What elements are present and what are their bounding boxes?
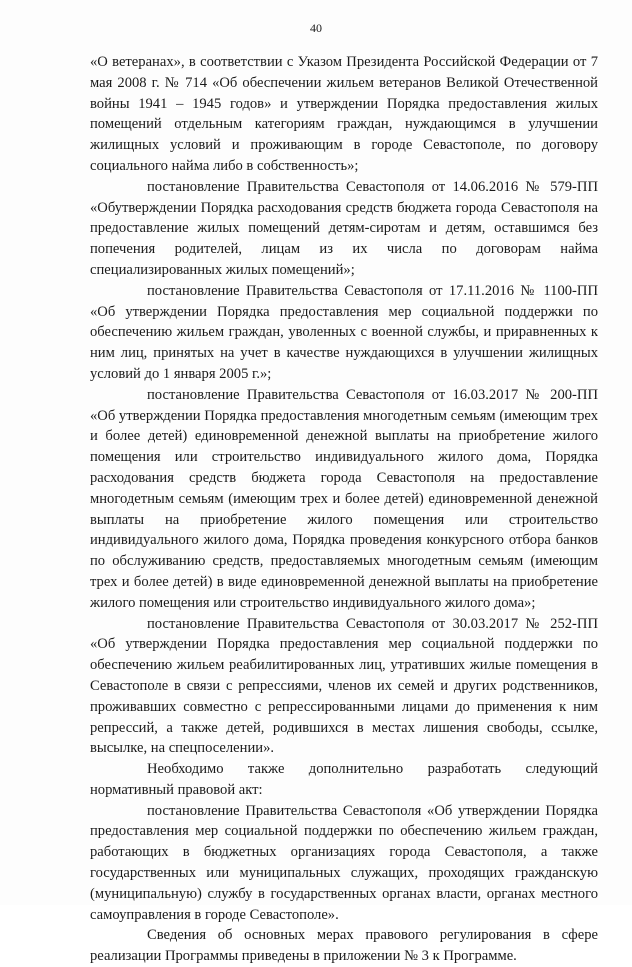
- paragraph-resolution-1100: постановление Правительства Севастополя от 17.11.2016 № 1100-ПП «Об утверждении Порядка предоставления мер социальной поддержки по обеспечению жильем граждан, уволенных с военной службы, и приравненных к ним лиц, принятых на учет в качестве нуждающихся в улучшении жилищных условий до 1 января 2005 г.»;: [90, 282, 598, 382]
- paragraph-veterans-decree: «О ветеранах», в соответствии с Указом Президента Российской Федерации от 7 мая 2008 г. № 714 «Об обеспечении жильем ветеранов Великой Отечественной войны 1941 – 1945 годов» и утверждении Порядка предоставления жилых помещений отдельным категориям граждан, нуждающимся в улучшении жилищных условий и проживающим в городе Севастополе, по договору социального найма либо в собственность»;: [90, 54, 598, 174]
- paragraph-resolution-252: постановление Правительства Севастополя от 30.03.2017 № 252-ПП «Об утверждении Порядка предоставления мер социальной поддержки по обеспечению жильем реабилитированных лиц, утративших жилые помещения в Севастополе в связи с репрессиями, членов их семей и других родственников, проживавших совместно с репрессированными лицами до применения к ним репрессий, а также детей, родившихся в местах лишения свободы, ссылке, высылке, на спецпоселении».: [90, 615, 598, 757]
- paragraph-proposed-resolution: постановление Правительства Севастополя «Об утверждении Порядка предоставления мер социальной поддержки по обеспечению жильем граждан, работающих в бюджетных организациях города Севастополя, а также государственных или муниципальных служащих, проходящих гражданскую (муниципальную) службу в государственных органах власти, органах местного самоуправления в городе Севастополе».: [90, 802, 598, 923]
- paragraph-additional-act: Необходимо также дополнительно разработать следующий нормативный правовой акт:: [90, 761, 598, 798]
- paragraph-resolution-579: постановление Правительства Севастополя от 14.06.2016 № 579-ПП «Обутверждении Порядка расходования средств бюджета города Севастополя на предоставление жилых помещений детям-сиротам и детям, оставшимся без попечения родителей, лицам из их числа по договорам найма специализированных жилых помещений»;: [90, 178, 598, 278]
- paragraph-appendix-reference: Сведения об основных мерах правового регулирования в сфере реализации Программы приведены в приложении № 3 к Программе.: [90, 927, 598, 965]
- page-number: 40: [310, 21, 322, 35]
- paragraph-resolution-200: постановление Правительства Севастополя от 16.03.2017 № 200-ПП «Об утверждении Порядка предоставления многодетным семьям (имеющим трех и более детей) единовременной денежной выплаты на приобретение жилого помещения или строительство индивидуального жилого дома, Порядка расходования средств бюджета города Севастополя на предоставление многодетным семьям (имеющим трех и более детей) единовременной денежной выплаты на приобретение жилого помещения или строительство индивидуального жилого дома, Порядка проведения конкурсного отбора банков по обслуживанию средств, предоставляемых многодетным семьям (имеющим трех и более детей) в виде единовременной денежной выплаты на приобретение жилого помещения или строительство индивидуального жилого дома»;: [90, 386, 598, 611]
- document-body: [90, 52, 598, 967]
